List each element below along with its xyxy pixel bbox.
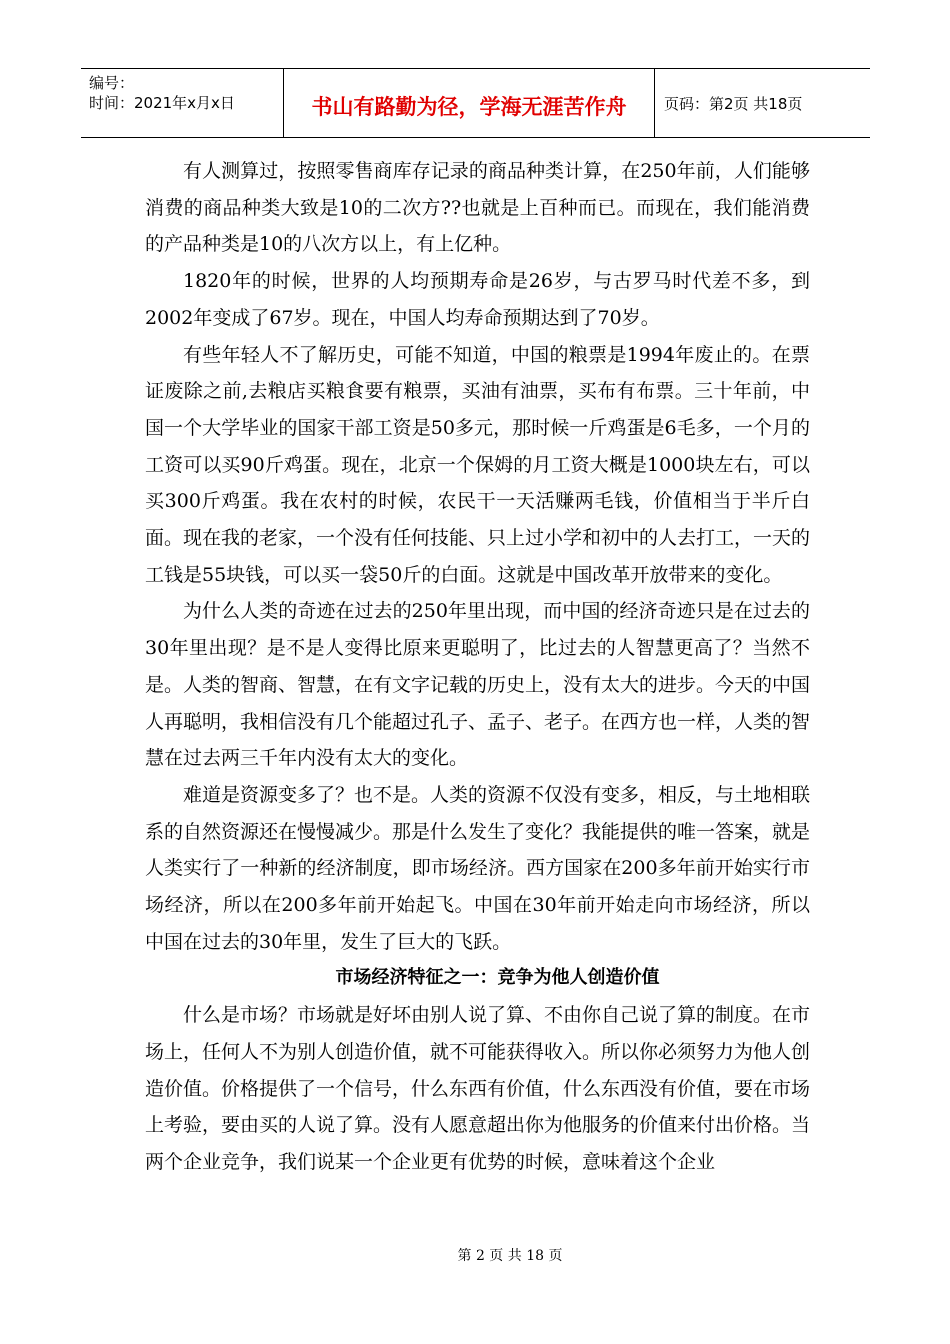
paragraph: 为什么人类的奇迹在过去的250年里出现，而中国的经济奇迹只是在过去的30年里出现？是不是人变得比原来更聪明了，比过去的人智慧更高了？当然不是。人类的智商、智慧，在有文字记载的历史上，没有太大的进步。今天的中国人再聪明，我相信没有几个能超过孔子、孟子、老子。在西方也一样，人类的智慧在过去两三千年内没有太大的变化。 xyxy=(145,600,811,770)
header-page-cell xyxy=(654,69,870,137)
paragraph: 什么是市场？市场就是好坏由别人说了算、不由你自己说了算的制度。在市场上，任何人不为别人创造价值，就不可能获得收入。所以你必须努力为他人创造价值。价格提供了一个信号，什么东西有价值，什么东西没有价值，要在市场上考验，要由买的人说了算。没有人愿意超出你为他服务的价值来付出价格。当两个企业竞争，我们说某一个企业更有优势的时候，意味着这个企业 xyxy=(145,1004,811,1173)
header-page-number: 页码：第2页 共18页 xyxy=(664,95,803,113)
paragraph: 有人测算过，按照零售商库存记录的商品种类计算，在250年前，人们能够消费的商品种类大致是10的二次方??也就是上百种而已。而现在，我们能消费的产品种类是10的八次方以上，有上亿种。 xyxy=(145,160,810,256)
header-info-cell xyxy=(81,69,283,137)
paragraph: 难道是资源变多了？也不是。人类的资源不仅没有变多，相反，与土地相联系的自然资源还在慢慢减少。那是什么发生了变化？我能提供的唯一答案，就是人类实行了一种新的经济制度，即市场经济。西方国家在200多年前开始实行市场经济，所以在200多年前开始起飞。中国在30年前开始走向市场经济，所以中国在过去的30年里，发生了巨大的飞跃。 xyxy=(145,783,811,953)
paragraph: 1820年的时候，世界的人均预期寿命是26岁，与古罗马时代差不多，到2002年变成了67岁。现在，中国人均寿命预期达到了70岁。 xyxy=(145,270,810,329)
page-header xyxy=(81,68,870,138)
header-motto: 书山有路勤为径，学海无涯苦作舟 xyxy=(311,95,627,119)
paragraph: 有些年轻人不了解历史，可能不知道，中国的粮票是1994年废止的。在票证废除之前,去粮店买粮食要有粮票，买油有油票，买布有布票。三十年前，中国一个大学毕业的国家干部工资是50多元，那时候一斤鸡蛋是6毛多，一个月的工资可以买90斤鸡蛋。现在，北京一个保姆的月工资大概是1000块左右，可以买300斤鸡蛋。我在农村的时候，农民干一天活赚两毛钱，价值相当于半斤白面。现在我的老家，一个没有任何技能、只上过小学和初中的人去打工，一天的工钱是55块钱，可以买一袋50斤的白面。这就是中国改革开放带来的变化。 xyxy=(145,343,811,586)
document-date-label: 时间：2021年x月x日 xyxy=(89,94,235,112)
document-code-label: 编号： xyxy=(89,74,135,92)
section-heading: 市场经济特征之一：竞争为他人创造价值 xyxy=(335,967,660,989)
header-motto-cell xyxy=(283,69,655,137)
page-footer: 第 2 页 共 18 页 xyxy=(457,1248,563,1264)
document-body xyxy=(145,153,810,1181)
